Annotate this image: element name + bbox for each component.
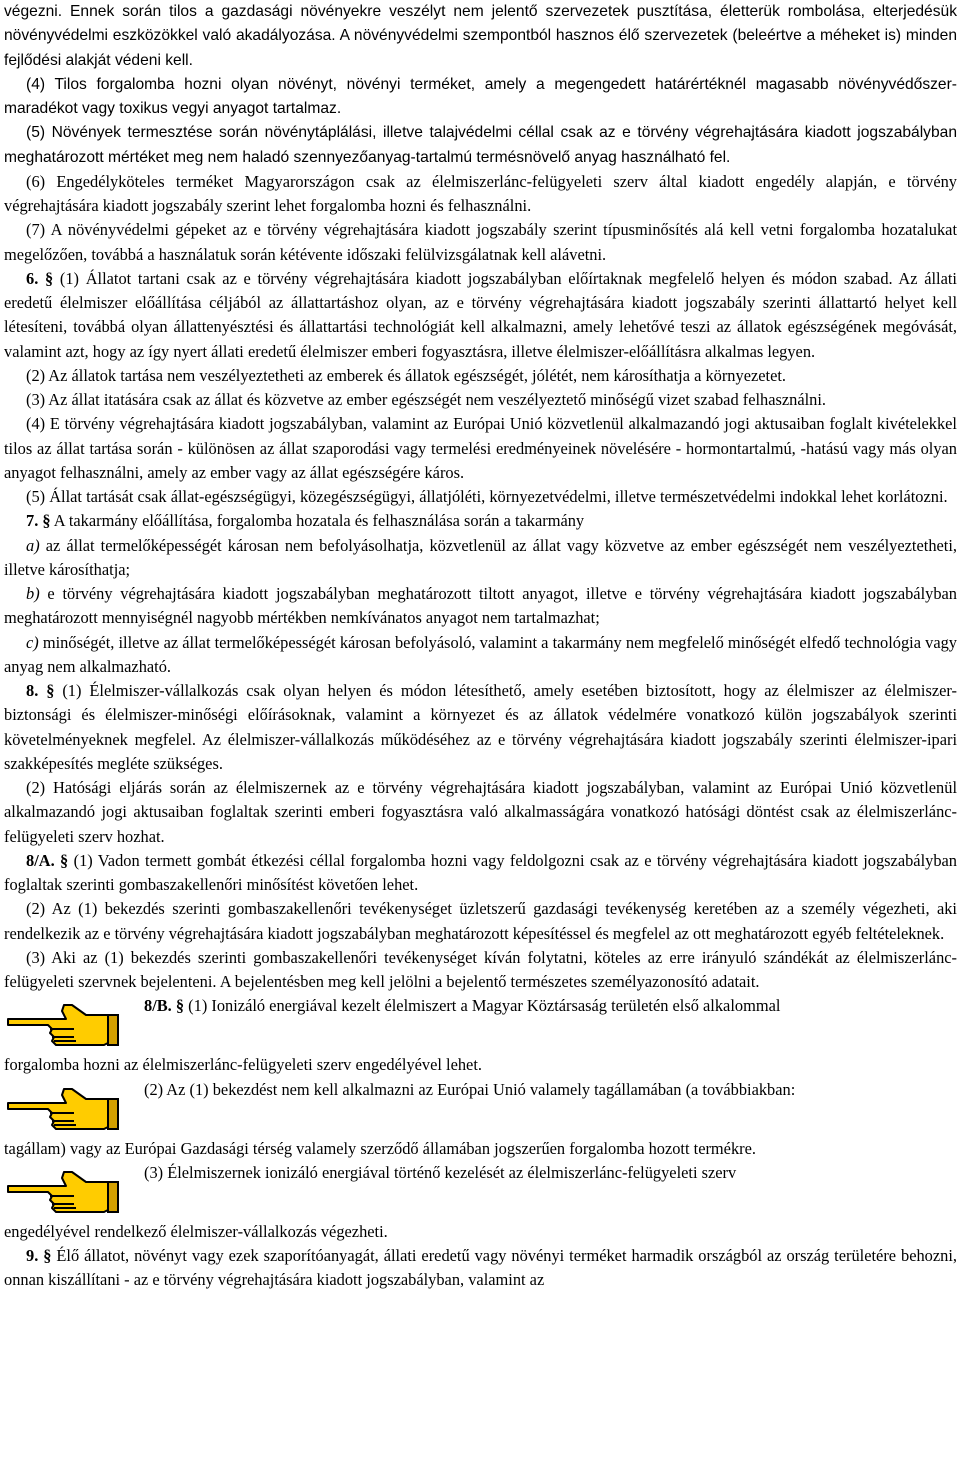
pointing-hand-icon xyxy=(4,997,122,1053)
paragraph-5-4: (4) Tilos forgalomba hozni olyan növényt, növényi terméket, amely a megengedett határértéknél magasabb növényvédőszer-maradékot vagy toxikus vegyi anyagot tartalmaz. xyxy=(4,75,957,117)
section-8a-para-1: 8/A. § (1) Vadon termett gombát étkezési céllal forgalomba hozni vagy feldolgozni csak az e törvény végrehajtására kiadott jogszabályban foglaltak szerinti gombaszakellenőri minősítést követően lehet. xyxy=(4,850,957,894)
paragraph-5-6: (6) Engedélyköteles terméket Magyarországon csak az élelmiszerlánc-felügyeleti szerv által kiadott engedély alapján, e törvény végrehajtására kiadott jogszabály szerint lehet forgalomba hozni és felhasználni. xyxy=(4,171,957,215)
section-8-para-1: 8. § (1) Élelmiszer-vállalkozás csak olyan helyen és módon létesíthető, amely esetében biztosított, hogy az élelmiszer az élelmiszer-biztonsági és élelmiszer-minőségi előírásoknak, valamint a környezet és az állatok védelmére vonatkozó külön jogszabályok szerinti követelményeknek megfelel. Az élelmiszer-vállalkozás működéséhez az e törvény végrehajtására kiadott jogszabály szerinti élelmiszer-ipari szakképesítés megléte szükséges. xyxy=(4,681,957,773)
section-7-point-c: c) minőségét, illetve az állat termelőképességét károsan befolyásoló, valamint a takarmány nem megfelelő minőségét elfedő technológia vagy anyag nem alkalmazható. xyxy=(4,632,957,676)
section-8b-row-2 xyxy=(4,1078,957,1137)
section-6-para-1: 6. § (1) Állatot tartani csak az e törvény végrehajtására kiadott jogszabályban előírtaknak megfelelő helyen és módon szabad. Az állati eredetű élelmiszer előállítása céljából az állattartáshoz olyan, az e törvény végrehajtására kiadott jogszabály szerinti állattartó helyet kell létesíteni, továbbá olyan állattenyésztési és állattartási technológiát kell alkalmazni, amely lehetővé teszi az állatok egészségének megóvását, valamint azt, hogy az így nyert állati eredetű élelmiszer emberi fogyasztásra, illetve élelmiszer-előállításra alkalmas legyen. xyxy=(4,268,957,361)
section-8a-para-2: (2) Az (1) bekezdés szerinti gombaszakellenőri tevékenységet üzletszerű gazdasági tevékenység keretében az a személy végezheti, aki rendelkezik az e törvény végrehajtására kiadott jogszabályban meghatározott képesítéssel és megfelel az ott meghatározott egyéb feltételeknek. xyxy=(4,899,957,943)
section-7-point-b: b) e törvény végrehajtására kiadott jogszabályban meghatározott tiltott anyagot, illetve e törvény végrehajtására kiadott jogszabályban meghatározott mennyiségnél nagyobb mértékben nemkívánatos anyagot nem tartalmazhat; xyxy=(4,584,957,628)
paragraph-5-7: (7) A növényvédelmi gépeket az e törvény végrehajtására kiadott jogszabály szerint típusminősítés alá kell vetni forgalomba hozatalukat megelőzően, továbbá a használatuk során kétévente időszaki felülvizsgálatnak kell alávetni. xyxy=(4,220,957,264)
section-8a-number: 8/A. § xyxy=(26,850,69,870)
section-6-number: 6. § xyxy=(26,268,54,288)
section-8b-para-1-end: forgalomba hozni az élelmiszerlánc-felügyeleti szerv engedélyével lehet. xyxy=(4,1055,482,1075)
section-8b-row-1 xyxy=(4,994,957,1053)
section-7-intro: 7. § A takarmány előállítása, forgalomba hozatala és felhasználása során a takarmány xyxy=(26,511,585,531)
section-8b-para-2-start: (2) Az (1) bekezdést nem kell alkalmazni az Európai Unió valamely tagállamában (a továbbiakban: xyxy=(144,1079,796,1099)
section-8b-row-3 xyxy=(4,1161,957,1220)
section-6-para-4: (4) E törvény végrehajtására kiadott jogszabályban, valamint az Európai Unió közvetlenül alkalmazandó jogi aktusaiban foglalt kivételekkel tilos az állat tartása során - különösen az állat szaporodási vagy termelési eredményeinek növelésére - hormontartalmú, -hatású vagy más olyan anyagot felhasználni, amely az ember vagy az állat egészségére káros. xyxy=(4,414,957,482)
pointing-hand-icon xyxy=(4,1164,122,1220)
paragraph-5-5: (5) Növények termesztése során növénytáplálási, illetve talajvédelmi céllal csak az e törvény végrehajtására kiadott jogszabályban meghatározott mértéket meg nem haladó szennyezőanyag-tartalmú termésnövelő anyag használható fel. xyxy=(4,124,957,166)
section-8-para-2: (2) Hatósági eljárás során az élelmiszernek az e törvény végrehajtására kiadott jogszabályban, valamint az Európai Unió közvetlenül alkalmazandó jogi aktusaiban foglaltak szerinti emberi fogyasztásra való alkalmasságára vonatkozó hatósági döntést csak az élelmiszerlánc-felügyeleti szerv hozhat. xyxy=(4,778,957,846)
section-8b-para-3-start: (3) Élelmiszernek ionizáló energiával történő kezelését az élelmiszerlánc-felügyeleti szerv xyxy=(144,1162,737,1182)
section-8a-para-3: (3) Aki az (1) bekezdés szerinti gombaszakellenőri tevékenységet kíván folytatni, köteles az erre irányuló szándékát az élelmiszerlánc-felügyeleti szervnek bejelenteni. A bejelentésben meg kell jelölni a bejelentő természetes személyazonosító adatait. xyxy=(4,947,957,991)
section-8b-para-1-start: 8/B. § (1) Ionizáló energiával kezelt élelmiszert a Magyar Köztársaság területén első alkalommal xyxy=(144,996,781,1016)
pointing-hand-icon xyxy=(4,1081,122,1137)
section-8b-number: 8/B. § xyxy=(144,996,185,1016)
section-9-number: 9. § xyxy=(26,1246,52,1265)
section-9-para-1: 9. § Élő állatot, növényt vagy ezek szaporítóanyagát, állati eredetű vagy növényi terméket harmadik országból az ország területére behozni, onnan kiszállítani - az e törvény végrehajtására kiadott jogszabályban, valamint az xyxy=(4,1246,957,1290)
section-7-point-a: a) az állat termelőképességét károsan nem befolyásolhatja, közvetlenül az állat vagy közvetve az ember egészségét nem veszélyeztetheti, illetve károsíthatja; xyxy=(4,535,957,579)
section-7-number: 7. § xyxy=(26,511,51,531)
section-6-para-5: (5) Állat tartását csak állat-egészségügyi, közegészségügyi, állatjóléti, környezetvédelmi, illetve természetvédelmi indokkal lehet korlátozni. xyxy=(26,487,948,506)
section-8b-para-3-end: engedélyével rendelkező élelmiszer-vállalkozás végezheti. xyxy=(4,1221,388,1241)
section-8-number: 8. § xyxy=(26,681,55,700)
section-8b-para-2-end: tagállam) vagy az Európai Gazdasági térség valamely szerződő államában jogszerűen forgalomba hozott termékre. xyxy=(4,1138,756,1158)
paragraph-continuation: végezni. Ennek során tilos a gazdasági növényekre veszélyt nem jelentő szervezetek pusztítása, életterük rombolása, elterjedésük növényvédelmi eszközökkel való akadályozása. A növényvédelmi szempontból hasznos élő szervezetek (beleértve a méheket is) minden fejlődési alakját védeni kell. xyxy=(4,3,957,69)
section-6-para-2: (2) Az állatok tartása nem veszélyeztetheti az emberek és állatok egészségét, jólétét, nem károsíthatja a környezetet. xyxy=(26,365,786,385)
section-6-para-3: (3) Az állat itatására csak az állat és közvetve az ember egészségét nem veszélyeztető minőségű vizet szabad felhasználni. xyxy=(26,390,827,409)
